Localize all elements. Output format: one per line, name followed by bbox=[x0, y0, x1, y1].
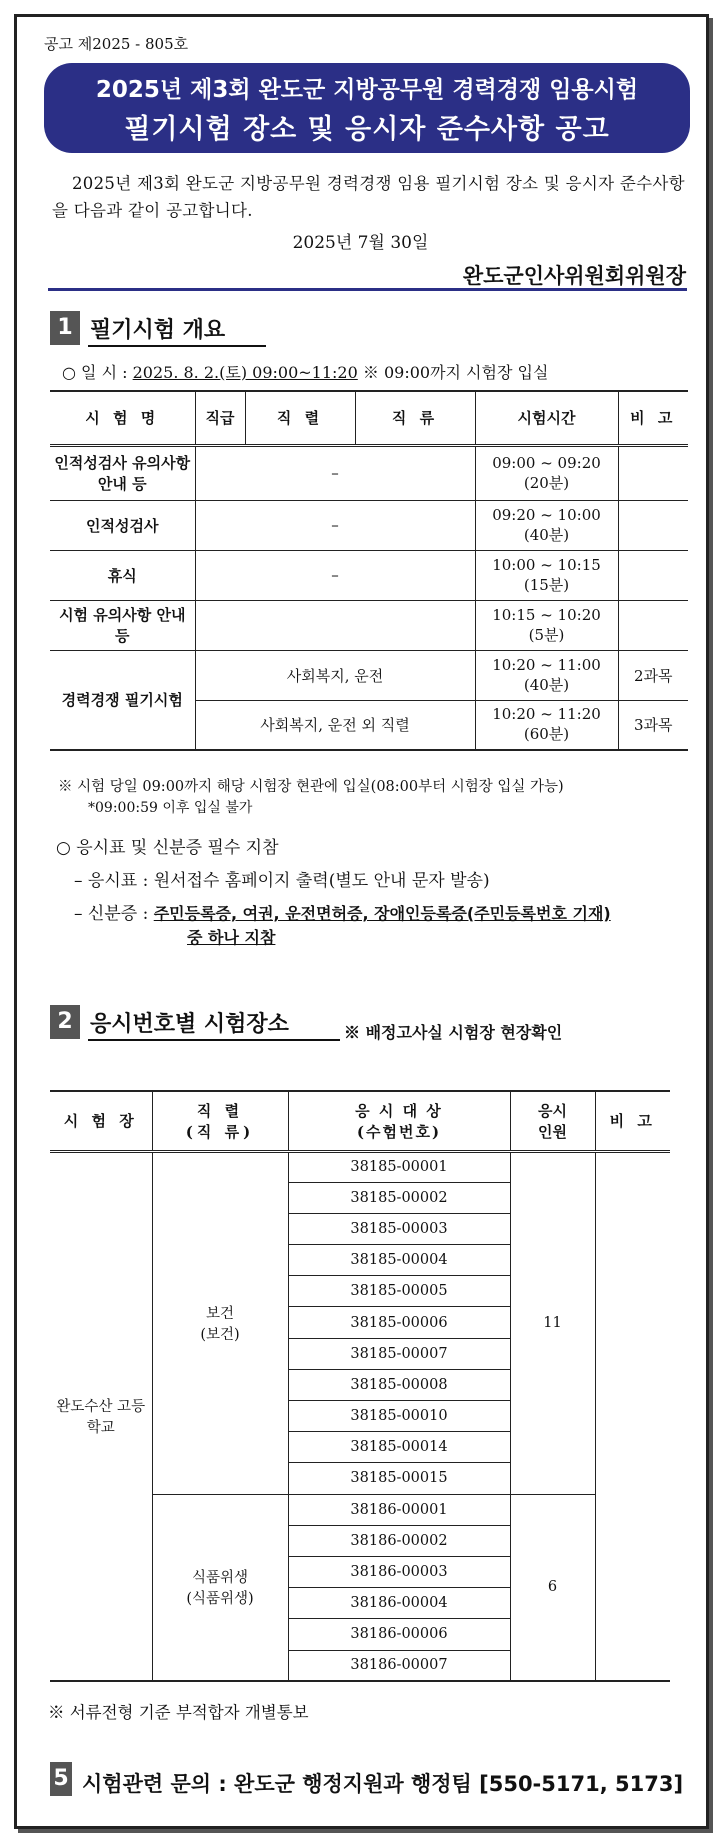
job-name: 식품위생 bbox=[191, 1570, 249, 1587]
exam-number: 38186-00003 bbox=[288, 1556, 510, 1587]
notice-number: 공고 제2025 - 805호 bbox=[44, 35, 189, 53]
table-row bbox=[50, 445, 688, 500]
exam-number: 38185-00005 bbox=[288, 1276, 510, 1307]
bring-title: ○ 응시표 및 신분증 필수 지참 bbox=[56, 838, 279, 858]
job-class: (식품위생) bbox=[186, 1591, 254, 1608]
bring-id bbox=[74, 899, 611, 924]
remark-cell bbox=[595, 1151, 670, 1681]
exam-number: 38186-00006 bbox=[288, 1619, 510, 1650]
exam-number: 38185-00007 bbox=[288, 1338, 510, 1369]
count-sub-header: 인원 bbox=[538, 1122, 567, 1141]
signer: 완도군인사위원회위원장 bbox=[462, 264, 686, 288]
exam-number: 38185-00010 bbox=[288, 1401, 510, 1432]
applicant-count: 11 bbox=[510, 1151, 595, 1494]
section-2-subtitle: ※ 배정고사실 시험장 현장확인 bbox=[344, 1023, 563, 1042]
exam-job: – bbox=[195, 500, 475, 550]
exam-number: 38186-00002 bbox=[288, 1525, 510, 1556]
exam-note bbox=[618, 445, 688, 500]
col-count bbox=[510, 1091, 595, 1151]
col-time: 시험시간 bbox=[475, 391, 618, 445]
exam-number: 38185-00014 bbox=[288, 1432, 510, 1463]
duration: (40분) bbox=[523, 675, 570, 694]
exam-name: 경력경쟁 필기시험 bbox=[50, 650, 195, 750]
job-cell bbox=[152, 1494, 288, 1681]
id-list: 주민등록증, 여권, 운전면허증, 장애인등록증(주민등록번호 기재) bbox=[153, 904, 611, 923]
exam-number: 38186-00001 bbox=[288, 1494, 510, 1525]
exam-note bbox=[618, 600, 688, 650]
title-line-1: 2025년 제3회 완도군 지방공무원 경력경쟁 임용시험 bbox=[95, 77, 639, 103]
job-header: 직 렬 bbox=[196, 1101, 244, 1120]
duration: (15분) bbox=[523, 575, 570, 594]
exam-note bbox=[618, 500, 688, 550]
exam-job bbox=[195, 600, 475, 650]
col-note: 비 고 bbox=[595, 1091, 670, 1151]
table-row bbox=[50, 550, 688, 600]
table-row bbox=[50, 600, 688, 650]
exam-time bbox=[475, 445, 618, 500]
time-range: 09:20 ~ 10:00 bbox=[492, 505, 601, 524]
id-label: – 신분증 : bbox=[74, 904, 154, 924]
schedule-prefix: ○ 일 시 : bbox=[62, 363, 133, 382]
venue-name: 완도수산 고등학교 bbox=[50, 1151, 152, 1681]
exam-job: 사회복지, 운전 외 직렬 bbox=[195, 700, 475, 750]
time-range: 10:20 ~ 11:20 bbox=[492, 705, 601, 724]
duration: (40분) bbox=[523, 525, 570, 544]
job-cell bbox=[152, 1151, 288, 1494]
job-name: 보건 bbox=[205, 1306, 234, 1323]
venue-table bbox=[50, 1090, 670, 1682]
exam-number: 38185-00001 bbox=[288, 1151, 510, 1182]
exam-name: 인적성검사 유의사항 안내 등 bbox=[50, 445, 195, 500]
notice-date: 2025년 7월 30일 bbox=[292, 233, 429, 253]
count-header: 응시 bbox=[538, 1101, 567, 1120]
job-sub-header: (직 류) bbox=[185, 1122, 255, 1141]
bring-ticket: – 응시표 : 원서접수 홈페이지 출력(별도 안내 문자 발송) bbox=[74, 871, 490, 891]
col-exam-name: 시 험 명 bbox=[50, 391, 195, 445]
section-2-number: 2 bbox=[50, 1005, 80, 1039]
late-note: *09:00:59 이후 입실 불가 bbox=[88, 800, 253, 816]
section-1-number: 1 bbox=[50, 311, 80, 345]
exam-number: 38185-00015 bbox=[288, 1463, 510, 1494]
exam-name: 시험 유의사항 안내 등 bbox=[50, 600, 195, 650]
job-class: (보건) bbox=[200, 1327, 240, 1344]
target-sub-header: (수험번호) bbox=[356, 1122, 442, 1141]
exam-note: 2과목 bbox=[618, 650, 688, 700]
footnote: ※ 서류전형 기준 부적합자 개별통보 bbox=[48, 1703, 309, 1722]
exam-time bbox=[475, 500, 618, 550]
section-1-underline bbox=[88, 345, 266, 347]
col-grade: 직급 bbox=[195, 391, 245, 445]
exam-number: 38186-00007 bbox=[288, 1650, 510, 1681]
time-range: 10:20 ~ 11:00 bbox=[492, 655, 601, 674]
exam-time bbox=[475, 600, 618, 650]
col-remark: 비 고 bbox=[618, 391, 688, 445]
exam-number: 38185-00003 bbox=[288, 1213, 510, 1244]
arrival-note: ※ 시험 당일 09:00까지 해당 시험장 현관에 입실(08:00부터 시험장 입실 가능) bbox=[58, 779, 564, 795]
section-2-title: 응시번호별 시험장소 bbox=[90, 1012, 289, 1037]
table-row bbox=[50, 1151, 670, 1182]
applicant-count: 6 bbox=[510, 1494, 595, 1681]
exam-number: 38185-00002 bbox=[288, 1182, 510, 1213]
title-line-2: 필기시험 장소 및 응시자 준수사항 공고 bbox=[124, 114, 610, 145]
id-list-cont: 중 하나 지참 bbox=[187, 928, 276, 947]
exam-overview-table bbox=[50, 390, 688, 751]
exam-note bbox=[618, 550, 688, 600]
table-row bbox=[50, 650, 688, 700]
exam-job: – bbox=[195, 550, 475, 600]
exam-time bbox=[475, 650, 618, 700]
table-row bbox=[50, 500, 688, 550]
section-1-title: 필기시험 개요 bbox=[90, 318, 226, 343]
col-venue: 시 험 장 bbox=[50, 1091, 152, 1151]
col-class: 직 류 bbox=[355, 391, 475, 445]
duration: (60분) bbox=[523, 725, 570, 744]
col-job bbox=[152, 1091, 288, 1151]
col-target bbox=[288, 1091, 510, 1151]
col-series: 직 렬 bbox=[245, 391, 355, 445]
exam-name: 휴식 bbox=[50, 550, 195, 600]
exam-job: 사회복지, 운전 bbox=[195, 650, 475, 700]
section-5-number: 5 bbox=[50, 1762, 72, 1796]
section-2-underline bbox=[88, 1039, 340, 1041]
title-banner bbox=[44, 63, 690, 153]
duration: (5분) bbox=[528, 625, 565, 644]
time-range: 09:00 ~ 09:20 bbox=[492, 453, 601, 472]
exam-number: 38185-00006 bbox=[288, 1307, 510, 1338]
time-range: 10:00 ~ 10:15 bbox=[492, 555, 601, 574]
exam-number: 38186-00004 bbox=[288, 1588, 510, 1619]
duration: (20분) bbox=[523, 473, 570, 492]
exam-name: 인적성검사 bbox=[50, 500, 195, 550]
schedule-line bbox=[62, 360, 548, 383]
schedule-date: 2025. 8. 2.(토) 09:00~11:20 bbox=[132, 363, 358, 382]
exam-note: 3과목 bbox=[618, 700, 688, 750]
target-header: 응 시 대 상 bbox=[355, 1101, 443, 1120]
contact-info: 시험관련 문의 : 완도군 행정지원과 행정팀 [550-5171, 5173] bbox=[82, 1772, 684, 1796]
schedule-note: ※ 09:00까지 시험장 입실 bbox=[357, 363, 549, 382]
exam-number: 38185-00004 bbox=[288, 1245, 510, 1276]
time-range: 10:15 ~ 10:20 bbox=[492, 605, 601, 624]
exam-number: 38185-00008 bbox=[288, 1369, 510, 1400]
exam-job: – bbox=[195, 445, 475, 500]
exam-time bbox=[475, 550, 618, 600]
signer-divider bbox=[48, 288, 687, 291]
exam-time bbox=[475, 700, 618, 750]
intro-paragraph: 2025년 제3회 완도군 지방공무원 경력경쟁 임용 필기시험 장소 및 응시자 준수사항을 다음과 같이 공고합니다. bbox=[52, 174, 685, 220]
